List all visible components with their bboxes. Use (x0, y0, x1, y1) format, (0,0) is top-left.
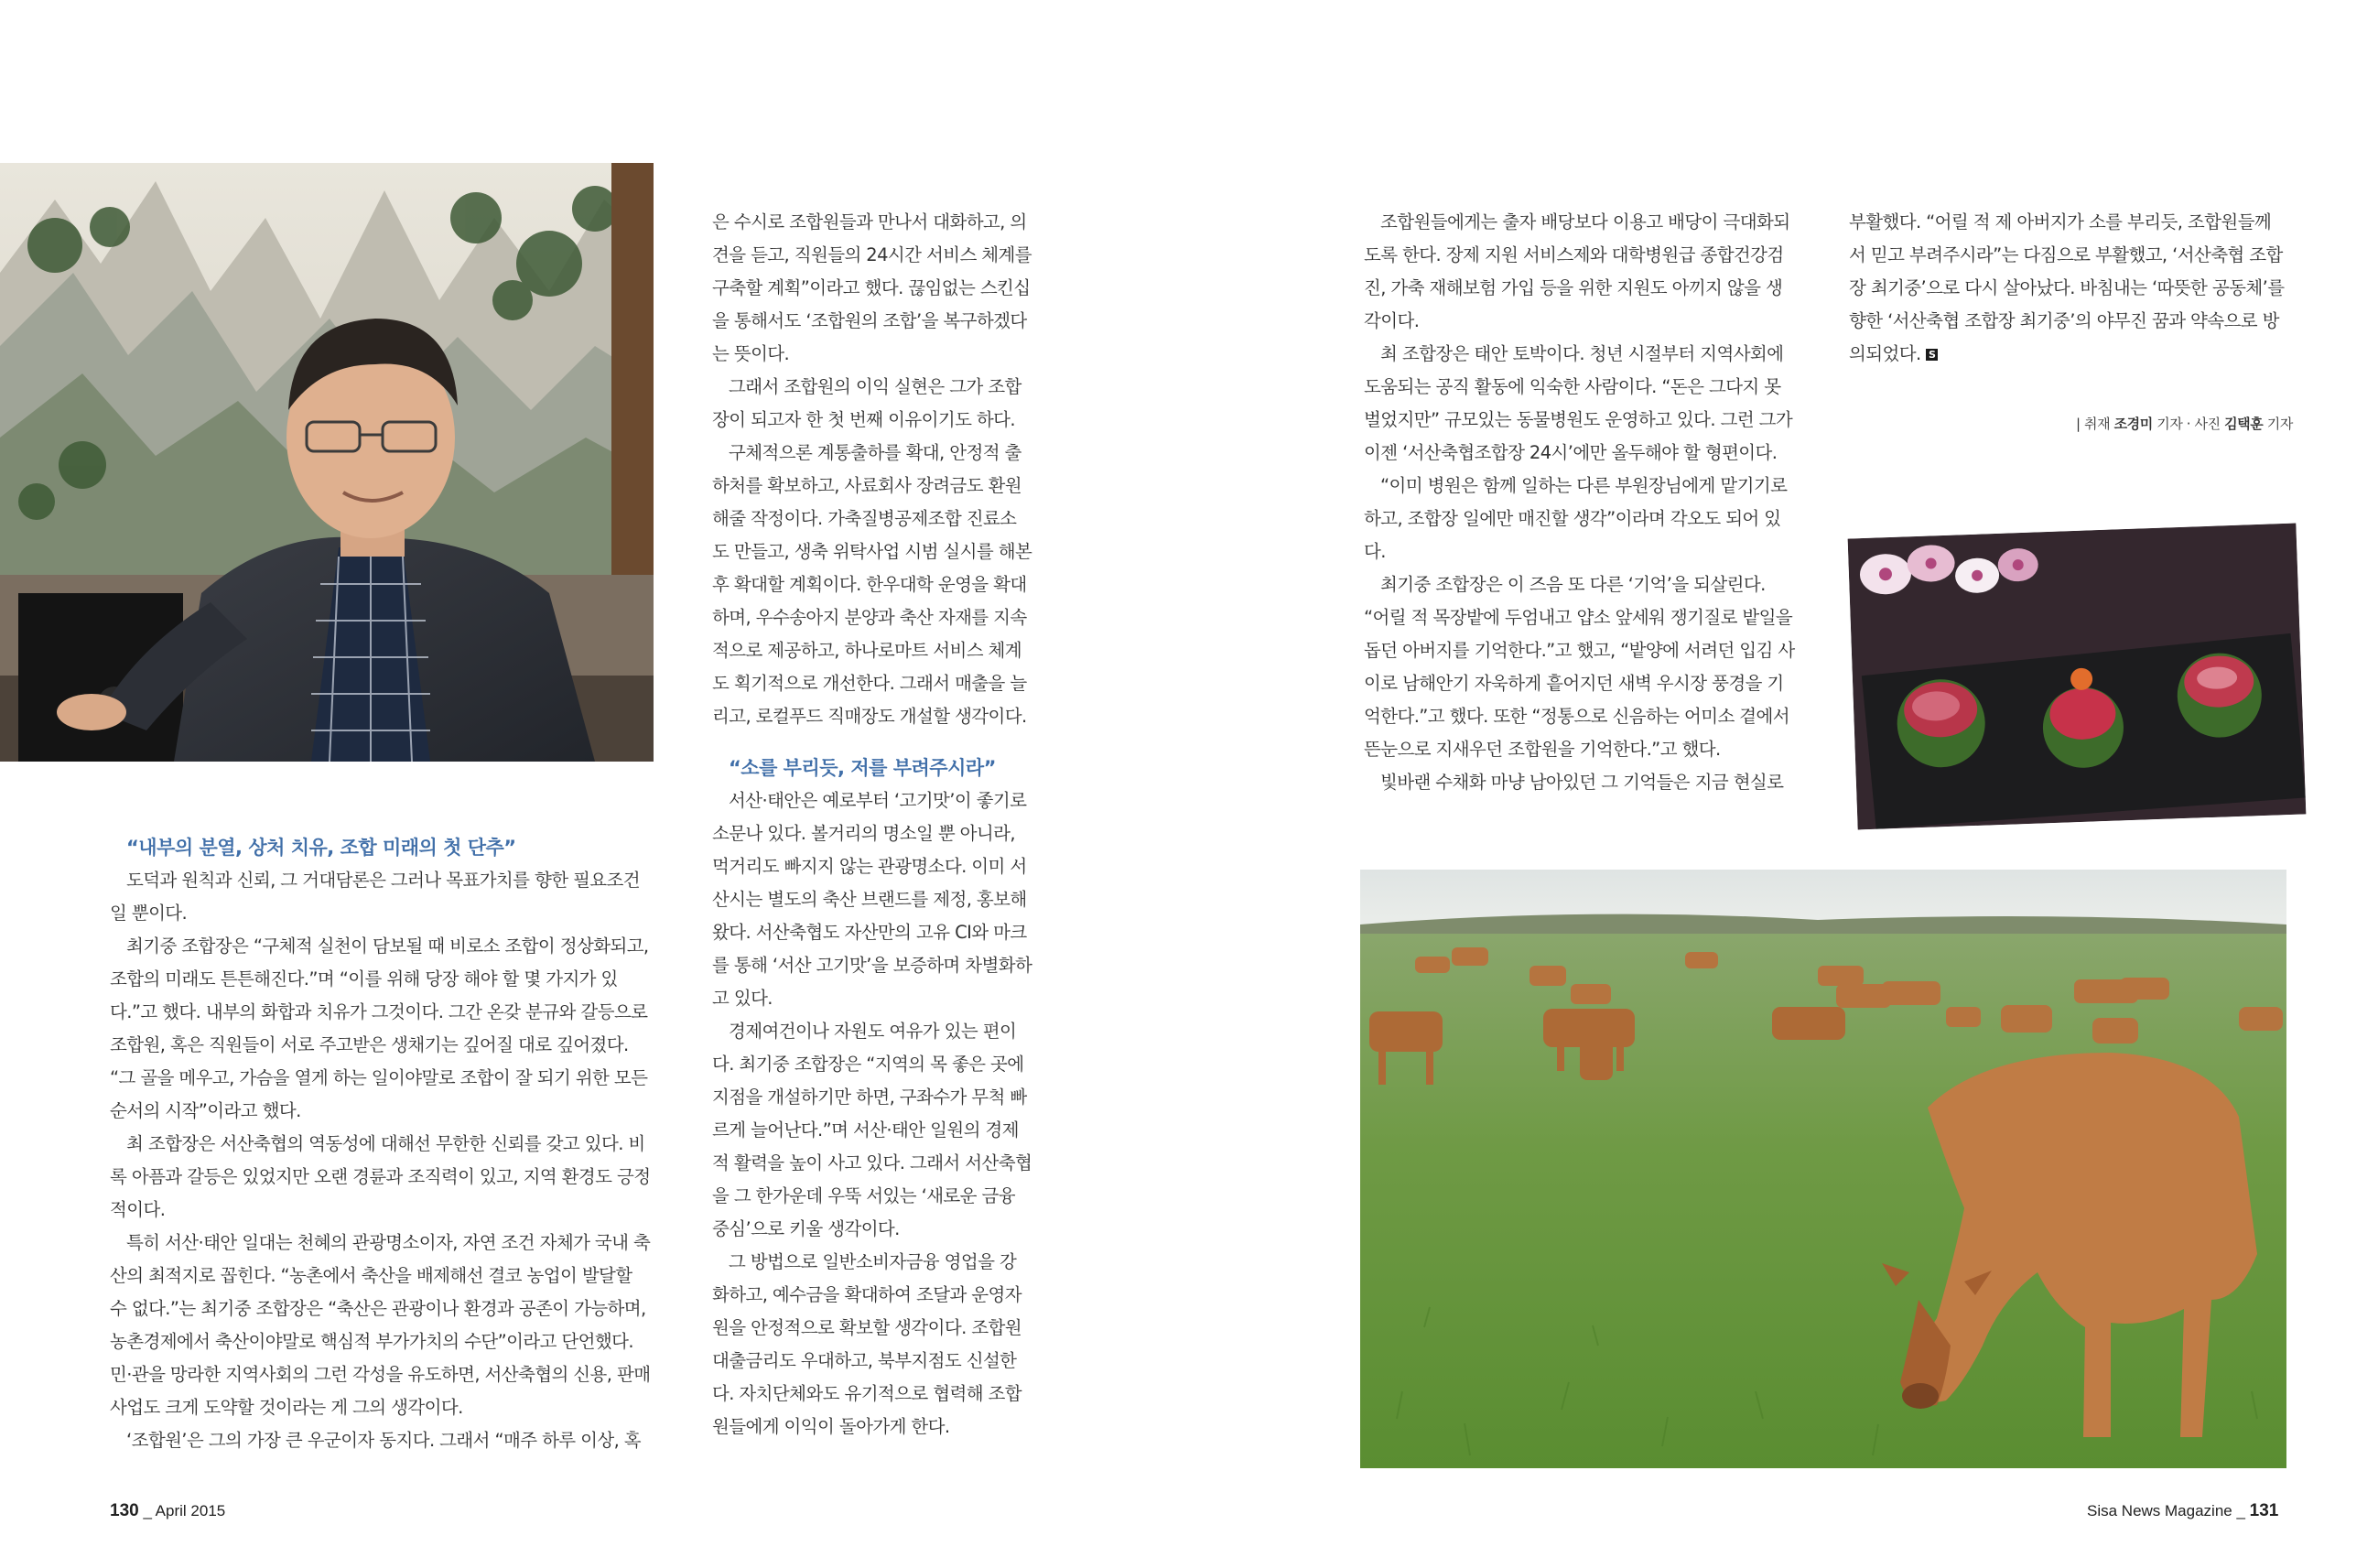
paragraph: 특히 서산·태안 일대는 천혜의 관광명소이자, 자연 조건 자체가 국내 축산의 최적지로 꼽힌다. “농촌에서 축산을 배제해선 결코 농업이 발달할 수 없다.”는 최기중 조합장은 “축산은 관광이나 환경과 공존이 가능하며, 농촌경제에서 축산이야말로 핵심적 부가가치의 수단”이라고 단언했다. 민·관을 망라한 지역사회의 그런 각성을 유도하면, 서산축협의 신용, 판매사업도 크게 도약할 것이라는 게 그의 생각이다. (110, 1232, 651, 1418)
credit-writer: 조경미 (2113, 416, 2153, 432)
paragraph: 서산·태안은 예로부터 ‘고기맛’이 좋기로 소문나 있다. 볼거리의 명소일 뿐 아니라, 먹거리도 빠지지 않는 관광명소다. 이미 서산시는 별도의 축산 브랜드를 제정, 홍보해 왔다. 서산축협도 자산만의 고유 CI와 마크를 통해 ‘서산 고기맛’을 보증하며 차별화하고 있다. (712, 790, 1032, 1009)
article-column-4 (1849, 206, 2285, 371)
paragraph: 조합원들에게는 출자 배당보다 이용고 배당이 극대화되도록 한다. 장제 지원 서비스제와 대학병원급 종합건강검진, 가축 재해보험 가입 등을 위한 지원도 아끼지 않을 생각이다. (1364, 211, 1790, 331)
paragraph: 도덕과 원칙과 신뢰, 그 거대담론은 그러나 목표가치를 향한 필요조건일 뿐이다. (110, 870, 641, 924)
cattle-field-photo (1360, 870, 2286, 1468)
paragraph: 그 방법으로 일반소비자금융 영업을 강화하고, 예수금을 확대하여 조달과 운영자원을 안정적으로 확보할 생각이다. 조합원 대출금리도 우대하고, 북부지점도 신설한다. 자치단체와도 유기적으로 협력해 조합원들에게 이익이 돌아가게 한다. (712, 1251, 1022, 1437)
folio-number: 130 (110, 1501, 139, 1520)
beef-dish-graphic (1848, 524, 2307, 830)
paragraph: 빛바랜 수채화 마냥 남아있던 그 기억들은 지금 현실로 (1380, 772, 1784, 793)
article-column-1 (110, 831, 654, 1457)
closing-paragraph: 부활했다. “어릴 적 제 아버지가 소를 부리듯, 조합원들께서 믿고 부려주시라”는 다짐으로 부활했고, ‘서산축협 조합장 최기중’으로 다시 살아났다. 바침내는 ‘따뜻한 공동체’를 향한 ‘서산축협 조합장 최기중’의 야무진 꿈과 약속으로 방의되었다. (1849, 211, 2285, 364)
paragraph: 최기중 조합장은 “구체적 실천이 담보될 때 비로소 조합이 정상화되고, 조합의 미래도 튼튼해진다.”며 “이를 위해 당장 해야 할 몇 가지가 있다.”고 했다. 내부의 화합과 치유가 그것이다. 그간 온갖 분규와 갈등으로 조합원, 혹은 직원들이 서로 주고받은 생채기는 깊어질 대로 깊어졌다. “그 골을 메우고, 가슴을 열게 하는 일이야말로 조합이 잘 되기 위한 모든 순서의 시작”이라고 했다. (110, 935, 649, 1121)
paragraph: 그래서 조합원의 이익 실현은 그가 조합장이 되고자 한 첫 번째 이유이기도 하다. (712, 376, 1021, 430)
credit-photographer: 김택훈 (2224, 416, 2264, 432)
beef-dish-photo (1848, 524, 2307, 830)
page-number-left (110, 1501, 225, 1521)
paragraph: 최 조합장은 서산축협의 역동성에 대해선 무한한 신뢰를 갖고 있다. 비록 아픔과 갈등은 있었지만 오랜 경륜과 조직력이 있고, 지역 환경도 긍정적이다. (110, 1133, 651, 1220)
credit-mid: 기자 · 사진 (2156, 416, 2221, 432)
paragraph: 최기중 조합장은 이 즈음 또 다른 ‘기억’을 되살린다. “어릴 적 목장밭에 두엄내고 얍소 앞세워 쟁기질로 밭일을 돕던 아버지를 기억한다.”고 했고, “밭양에 서려던 입김 사이로 남해안기 자욱하게 흩어지던 새벽 우시장 풍경을 기억한다.”고 했다. 또한 “정통으로 신음하는 어미소 곁에서 뜬눈으로 지새우던 조합원을 기억한다.”고 했다. (1364, 574, 1795, 760)
folio-number: 131 (2249, 1501, 2279, 1520)
credit-suffix: 기자 (2266, 416, 2293, 432)
portrait-photo (0, 163, 654, 762)
folio-text: _ April 2015 (143, 1502, 226, 1519)
paragraph (1849, 206, 2285, 371)
paragraph: “이미 병원은 함께 일하는 다른 부원장님에게 맡기기로 하고, 조합장 일에만 매진할 생각”이라며 각오도 되어 있다. (1364, 475, 1788, 562)
article-column-2 (712, 206, 1032, 1444)
section-heading-2: “소를 부리듯, 저를 부려주시라” (729, 757, 996, 779)
folio-text: Sisa News Magazine _ (2087, 1502, 2245, 1519)
page-number-right (2087, 1501, 2278, 1521)
end-mark-icon: S (1926, 349, 1938, 361)
paragraph: 구체적으론 계통출하를 확대, 안정적 출하처를 확보하고, 사료회사 장려금도 환원해줄 작정이다. 가축질병공제조합 진료소도 만들고, 생축 위탁사업 시범 실시를 해본 후 확대할 계획이다. 한우대학 운영을 확대하며, 우수송아지 분양과 축산 자재를 지속적으로 제공하고, 하나로마트 서비스 체계도 획기적으로 개선한다. 그래서 매출을 늘리고, 로컬푸드 직매장도 개설할 생각이다. (712, 442, 1032, 727)
section-heading-1: “내부의 분열, 상처 치유, 조합 미래의 첫 단추” (126, 837, 516, 859)
portrait-photo-graphic (0, 163, 654, 762)
paragraph: 경제여건이나 자원도 여유가 있는 편이다. 최기중 조합장은 “지역의 목 좋은 곳에 지점을 개설하기만 하면, 구좌수가 무척 빠르게 늘어난다.”며 서산·태안 일원의 경제적 활력을 높이 사고 있다. 그래서 서산축협을 그 한가운데 우뚝 서있는 ‘새로운 금융 중심’으로 키울 생각이다. (712, 1021, 1032, 1239)
credit-prefix: | 취재 (2076, 416, 2111, 432)
photo-credit (2076, 414, 2293, 433)
paragraph: ‘조합원’은 그의 가장 큰 우군이자 동지다. 그래서 “매주 하루 이상, 혹 (126, 1430, 642, 1451)
article-column-3 (1364, 206, 1796, 799)
paragraph: 최 조합장은 태안 토박이다. 청년 시절부터 지역사회에 도움되는 공직 활동에 익숙한 사람이다. “돈은 그다지 못 벌었지만” 규모있는 동물병원도 운영하고 있다. 그런 그가 이젠 ‘서산축협조합장 24시’에만 올두해야 할 형편이다. (1364, 343, 1793, 463)
paragraph: 은 수시로 조합원들과 만나서 대화하고, 의견을 듣고, 직원들의 24시간 서비스 체계를 구축할 계획”이라고 했다. 끊임없는 스킨십을 통해서도 ‘조합원의 조합’을 복구하겠다는 뜻이다. (712, 211, 1032, 364)
cattle-field-graphic (1360, 870, 2286, 1468)
